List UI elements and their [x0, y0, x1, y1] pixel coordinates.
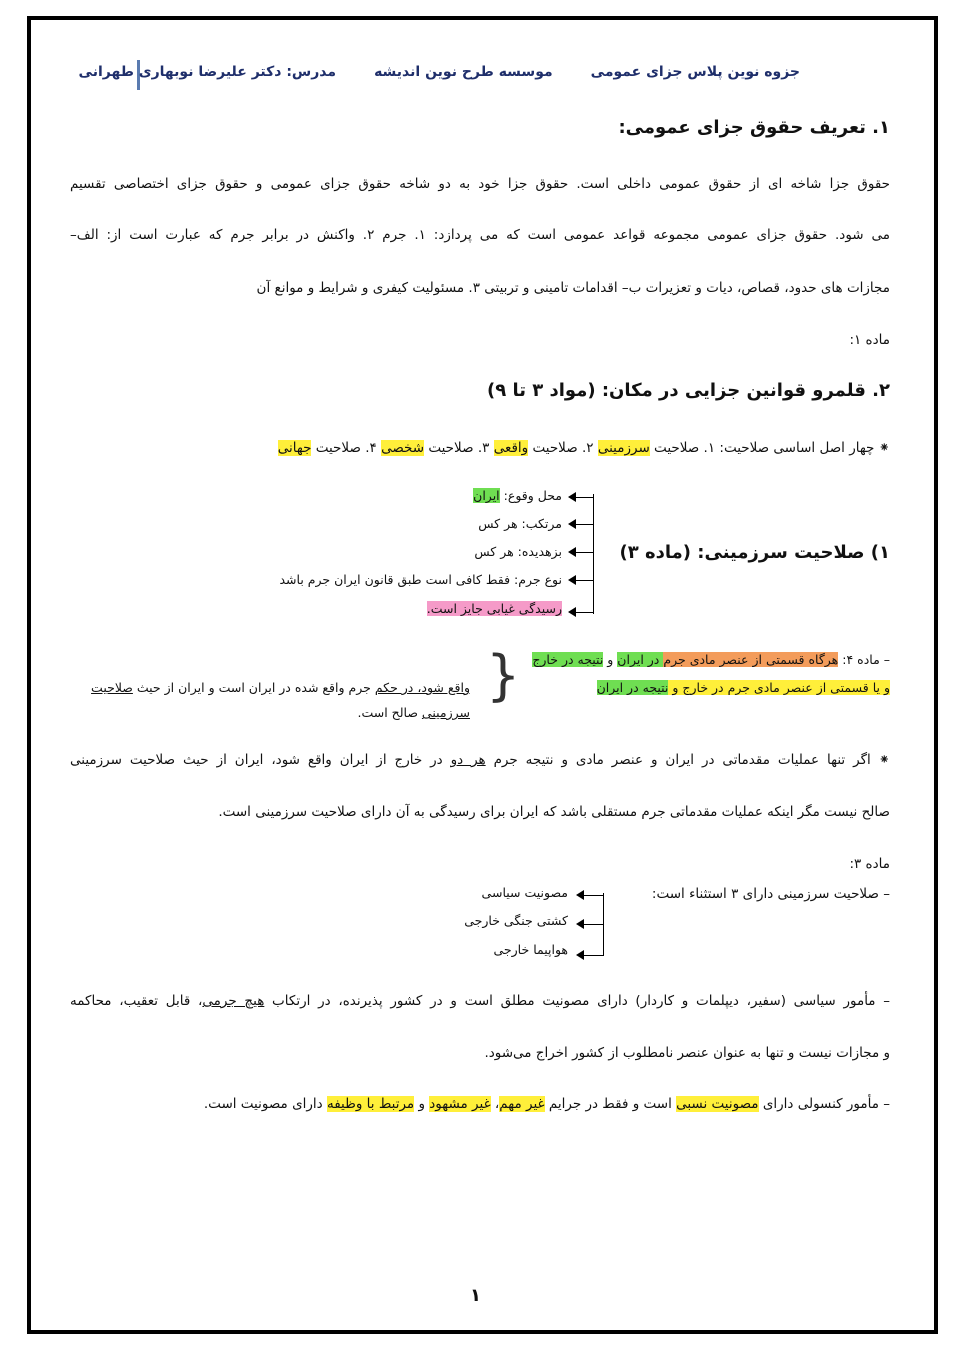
- territorial-item-absentia: رسیدگی غیابی جایز است.: [426, 601, 562, 616]
- article-1-label: ماده ۱:: [849, 332, 890, 348]
- article4-line1: – ماده ۴: هرگاه قسمتی از عنصر مادی جرم در ایران و نتیجه در خارج: [532, 652, 890, 667]
- article4-result-line1: واقع شود، در حکم جرم واقع شده در ایران است و ایران از حیث صلاحیت: [91, 680, 470, 695]
- note-preparatory-line2: صالح نیست مگر اینکه عملیات مقدماتی جرم مستقلی باشد که ایران برای رسیدگی به آن دارای صلاحیت سرزمینی است.: [218, 804, 890, 820]
- article-3-label: ماده ۳:: [849, 856, 890, 872]
- arrow-icon: [568, 519, 576, 529]
- header-teacher: مدرس: دکتر علیرضا نوبهاری طهرانی: [78, 64, 337, 80]
- exception-item: مصونیت سیاسی: [481, 885, 568, 900]
- section1-line3: مجازات های حدود، قصاص، دیات و تعزیرات ب– اقدامات تامینی و تربیتی ۳. مسئولیت کیفری و شرایط و موانع آن: [256, 280, 890, 296]
- territorial-item-offender: مرتکب: هر کس: [478, 516, 562, 531]
- exceptions-label: – صلاحیت سرزمینی دارای ۳ استثناء است:: [651, 886, 890, 902]
- consul-line: – مأمور کنسولی دارای مصونیت نسبی است و فقط در جرایم غیر مهم، غیر مشهود و مرتبط با وظیفه دارای مصونیت است.: [203, 1096, 890, 1112]
- territorial-item-crime-type: نوع جرم: فقط کافی است طبق قانون ایران جرم باشد: [279, 572, 562, 587]
- section1-line2: می شود. حقوق جزای عمومی مجموعه قواعد عمومی است که می پردازد: ۱. جرم ۲. واکنش در برابر جرم که عبارت است از: الف–: [70, 227, 890, 243]
- arrow-icon: [568, 547, 576, 557]
- section1-line1: حقوق جزا شاخه ای از حقوق عمومی داخلی است. حقوق جزا خود به دو شاخه حقوق جزای عمومی و حقوق جزای اختصاصی تقسیم: [70, 176, 890, 192]
- curly-brace-icon: {: [486, 644, 521, 707]
- arrow-icon: [568, 575, 576, 585]
- diplomat-line2: و مجازات نیست و تنها به عنوان عنصر نامطلوب از کشور اخراج می‌شود.: [484, 1045, 890, 1061]
- section2-heading: ۲. قلمرو قوانین جزایی در مکان: (مواد ۳ تا ۹): [486, 380, 890, 401]
- exception-item: کشتی جنگی خارجی: [464, 913, 568, 928]
- article4-result-line2: سرزمینی صالح است.: [357, 705, 470, 720]
- four-principles: ⁕ چهار اصل اساسی صلاحیت: ۱. صلاحیت سرزمینی ۲. صلاحیت واقعی ۳. صلاحیت شخصی ۴. صلاحیت جهانی: [277, 440, 890, 456]
- territorial-bracket: [593, 494, 594, 614]
- page-header: [78, 64, 800, 88]
- arrow-icon: [568, 607, 576, 617]
- arrow-icon: [568, 492, 576, 502]
- highlight-territorial: سرزمینی: [597, 440, 650, 456]
- header-institute: موسسه طرح نوین اندیشه: [374, 64, 553, 80]
- arrow-icon: [576, 890, 584, 900]
- page-border: [27, 16, 938, 1334]
- arrow-icon: [576, 919, 584, 929]
- header-title: جزوه نوین پلاس جزای عمومی: [590, 64, 800, 80]
- section1-heading: ۱. تعریف حقوق جزای عمومی:: [618, 117, 890, 138]
- diplomat-line1: – مأمور سیاسی (سفیر، دیپلمات و کاردار) دارای مصونیت مطلق است و در کشور پذیرنده، در ارتکاب هیچ جرمی، قابل تعقیب، محاکمه: [70, 993, 891, 1009]
- exception-item: هواپیما خارجی: [493, 942, 568, 957]
- article4-line2: و یا قسمتی از عنصر مادی جرم در خارج و نتیجه در ایران: [596, 680, 890, 695]
- highlight-real: واقعی: [493, 440, 529, 456]
- highlight-universal: جهانی: [277, 440, 312, 456]
- note-preparatory-line1: ⁕ اگر تنها عملیات مقدماتی در ایران و عنصر مادی و نتیجه جرم هر دو در خارج از ایران واقع شود، ایران از حیث صلاحیت سرزمینی: [70, 752, 890, 768]
- territorial-heading: ۱) صلاحیت سرزمینی: (ماده ۳): [619, 542, 890, 563]
- page-number: ۱: [470, 1285, 481, 1306]
- territorial-item-place: محل وقوع: ایران: [473, 488, 562, 503]
- territorial-item-victim: بزهدیده: هر کس: [474, 544, 562, 559]
- highlight-personal: شخصی: [381, 440, 425, 456]
- arrow-icon: [576, 950, 584, 960]
